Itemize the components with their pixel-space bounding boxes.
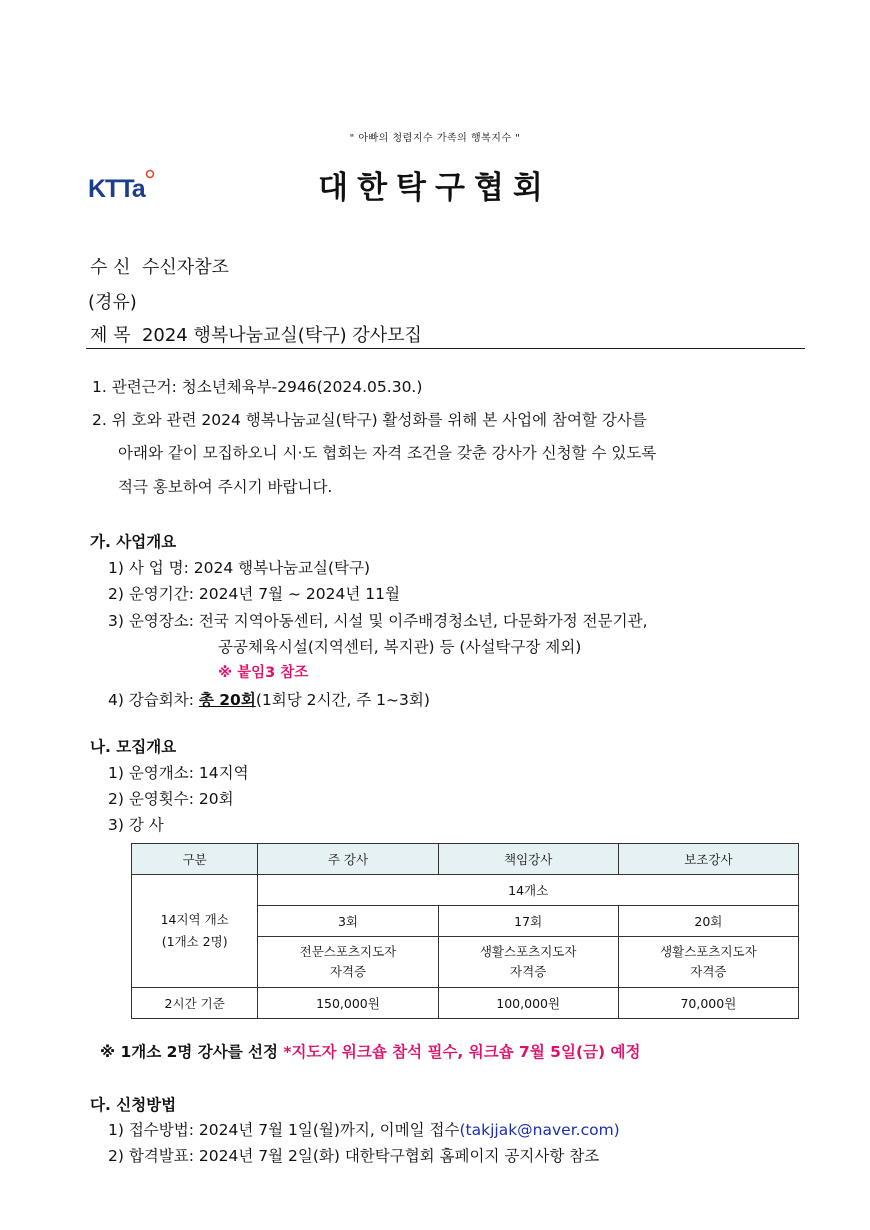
fee-label-cell: 2시간 기준 <box>132 988 258 1019</box>
table-header-cell: 책임강사 <box>438 844 618 875</box>
table-row <box>132 875 799 906</box>
recipient-row <box>90 253 229 279</box>
sites-span-cell: 14개소 <box>258 875 799 906</box>
table-header-cell: 구분 <box>132 844 258 875</box>
project-name-line: 1) 사 업 명: 2024 행복나눔교실(탁구) <box>108 559 371 577</box>
intro-line-2: 아래와 같이 모집하오니 시·도 협회는 자격 조건을 갖춘 강사가 신청할 수 있도록 <box>118 444 657 462</box>
region-label-line-1: 14지역 개소 <box>160 912 229 927</box>
count-cell: 20회 <box>618 906 798 937</box>
selection-note <box>100 1040 640 1062</box>
svg-text:KTTa: KTTa <box>88 175 145 203</box>
recipient-label: 수 신 <box>90 257 131 278</box>
qualification-cell <box>618 937 798 988</box>
sites-line: 1) 운영개소: 14지역 <box>108 764 249 782</box>
organization-title: 대한탁구협회 <box>318 170 552 206</box>
region-label-cell <box>132 875 258 988</box>
qualification-line-2: 자격증 <box>510 964 547 979</box>
region-label-line-2: (1개소 2명) <box>161 934 228 949</box>
qualification-cell <box>258 937 438 988</box>
count-cell: 3회 <box>258 906 438 937</box>
table-row <box>132 988 799 1019</box>
application-method: 1) 접수방법: 2024년 7월 1일(월)까지, 이메일 접수 <box>108 1121 460 1139</box>
instructor-table <box>131 843 799 1019</box>
section-na-heading: 나. 모집개요 <box>90 738 177 756</box>
workshop-notice: *지도자 워크숍 참석 필수, 워크숍 7월 5일(금) 예정 <box>283 1043 641 1061</box>
announcement-line: 2) 합격발표: 2024년 7월 2일(화) 대한탁구협회 홈페이지 공지사항 참조 <box>108 1147 600 1165</box>
application-email: (takjjak@naver.com) <box>459 1121 620 1139</box>
qualification-line-1: 전문스포츠지도자 <box>299 944 397 959</box>
section-da-heading: 다. 신청방법 <box>90 1096 177 1114</box>
sessions-total: 총 20회 <box>198 691 256 709</box>
subject-row <box>90 321 422 347</box>
intro-line-3: 적극 홍보하여 주시기 바랍니다. <box>118 478 333 496</box>
fee-cell: 100,000원 <box>438 988 618 1019</box>
subject-label: 제 목 <box>90 325 131 346</box>
application-line <box>108 1118 620 1140</box>
period-line: 2) 운영기간: 2024년 7월 ~ 2024년 11월 <box>108 585 400 603</box>
sessions-detail: (1회당 2시간, 주 1~3회) <box>255 691 430 709</box>
sessions-line <box>108 688 430 710</box>
attachment-note: ※ 붙임3 참조 <box>218 665 309 681</box>
sessions-prefix: 4) 강습회차: <box>108 691 199 709</box>
recipient-value: 수신자참조 <box>141 257 229 278</box>
fee-cell: 150,000원 <box>258 988 438 1019</box>
fee-cell: 70,000원 <box>618 988 798 1019</box>
instructor-line: 3) 강 사 <box>108 816 164 834</box>
qualification-line-1: 생활스포츠지도자 <box>479 944 577 959</box>
location-line-1: 3) 운영장소: 전국 지역아동센터, 시설 및 이주배경청소년, 다문화가정 전문기관, <box>108 612 648 630</box>
slogan: " 아빠의 청렴지수 가족의 행복지수 " <box>349 133 521 144</box>
count-line: 2) 운영횟수: 20회 <box>108 790 234 808</box>
table-header-cell: 보조강사 <box>618 844 798 875</box>
table-header-row <box>132 844 799 875</box>
intro-line-1: 2. 위 호와 관련 2024 행복나눔교실(탁구) 활성화를 위해 본 사업에 참여할 강사를 <box>92 411 647 429</box>
subject-value: 2024 행복나눔교실(탁구) 강사모집 <box>141 325 422 346</box>
via-label: (경유) <box>88 292 137 313</box>
selection-note-prefix: ※ 1개소 2명 강사를 선정 <box>100 1043 284 1061</box>
basis-line: 1. 관련근거: 청소년체육부-2946(2024.05.30.) <box>92 378 423 396</box>
qualification-cell <box>438 937 618 988</box>
table-header-cell: 주 강사 <box>258 844 438 875</box>
section-ga-heading: 가. 사업개요 <box>90 533 177 551</box>
header-divider <box>86 348 805 349</box>
qualification-line-2: 자격증 <box>690 964 727 979</box>
qualification-line-1: 생활스포츠지도자 <box>660 944 757 959</box>
location-line-2: 공공체육시설(지역센터, 복지관) 등 (사설탁구장 제외) <box>218 638 582 656</box>
count-cell: 17회 <box>438 906 618 937</box>
qualification-line-2: 자격증 <box>329 964 367 979</box>
